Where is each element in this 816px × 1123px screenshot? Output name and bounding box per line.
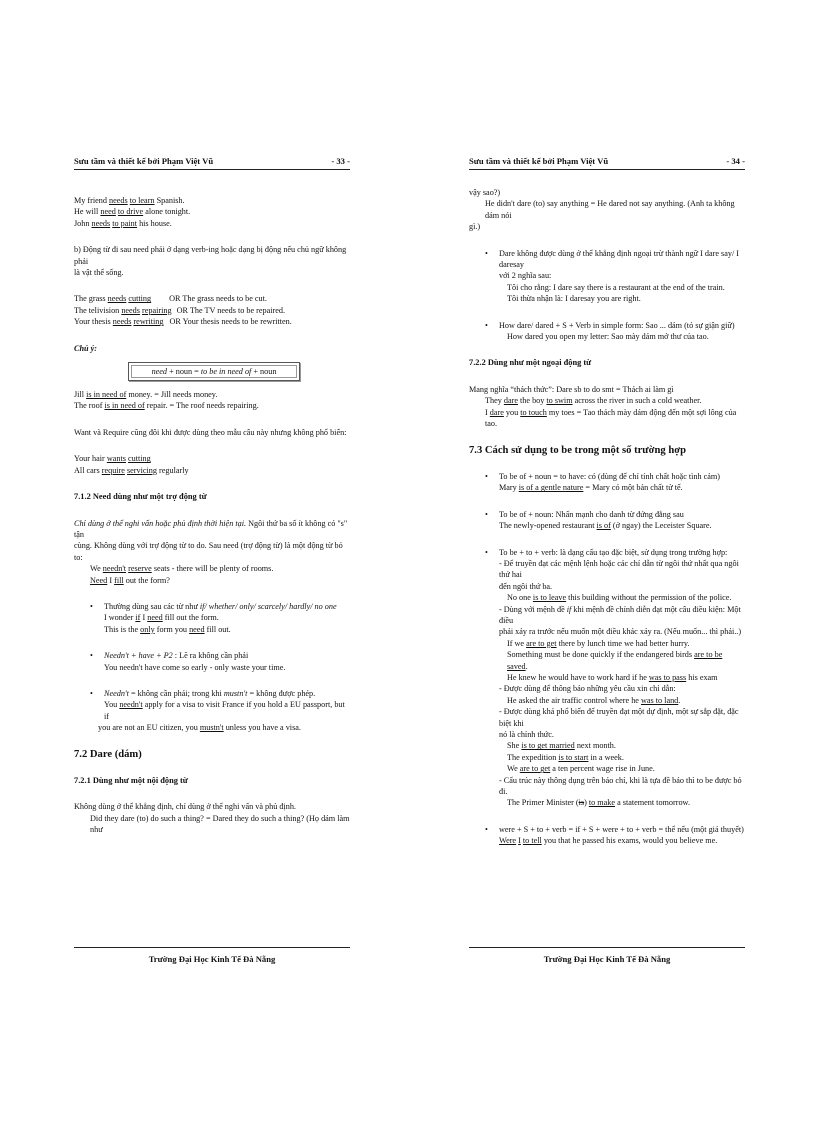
paragraph: - Dùng với mệnh đề if khi mệnh đề chính diễn đạt một câu điều kiện: Một điều [499, 604, 741, 625]
paragraph: Mang nghĩa “thách thức”: Dare sb to do smt = Thách ai làm gì [469, 384, 674, 394]
example-line: Mary is of a gentle nature = Mary có một bản chất tử tế. [499, 483, 683, 493]
paragraph: là vật thể sống. [74, 268, 124, 278]
example-line: The Primer Minister (is) to make a statement tomorrow. [507, 798, 690, 808]
paragraph: Chỉ dùng ở thể nghi vấn hoặc phủ định thời hiện tại. Ngôi thứ ba số ít không có "s" tận [74, 518, 348, 539]
right-page-header [469, 156, 745, 170]
header-title: Sưu tầm và thiết kế bởi Phạm Việt Vũ [469, 156, 609, 166]
example-line: We are to get a ten percent wage rise in June. [507, 764, 655, 774]
section-heading: 7.2.1 Dùng như một nội động từ [74, 776, 188, 785]
paragraph: phải xảy ra trước nếu muốn một điều khác xảy ra. (Nếu muốn... thì phải..) [499, 627, 742, 637]
example-line: Did they dare (to) do such a thing? = Dared they do such a thing? (Họ dám làm như [90, 813, 350, 835]
example-line: They dare the boy to swim across the river in such a cold weather. [485, 396, 702, 406]
paragraph: vậy sao?) [469, 188, 501, 197]
page-number: - 34 - [726, 156, 745, 166]
page-number: - 33 - [331, 156, 350, 166]
example-line: I dare you to touch my toes = Tao thách mày dám động đến một sợi lông của tao. [485, 407, 737, 429]
bullet-item: • To be + to + verb: là dạng cấu tạo đặc biệt, sử dụng trong trường hợp: [469, 547, 745, 558]
bullet-item: • Needn't + have + P2 : Lẽ ra không cần phải [74, 650, 350, 661]
example-line: He asked the air traffic control where he was to land. [507, 695, 681, 705]
example-line: He knew he would have to work hard if he was to pass his exam [507, 673, 718, 682]
section-heading: 7.2.2 Dùng như một ngoại động từ [469, 358, 592, 368]
example-line: No one is to leave this building without the permission of the police. [507, 593, 732, 603]
section-heading: 7.1.2 Need dùng như một trợ động từ [74, 492, 207, 502]
bullet-item: • were + S + to + verb = if + S + were + to + verb = thể nếu (một giả thuyết) [469, 824, 745, 835]
example-line: You needn't apply for a visa to visit France if you hold a EU passport, but if [104, 700, 345, 721]
example-line: Something must be done quickly if the endangered birds are to be saved. [507, 650, 723, 671]
paragraph: Không dùng ở thể khẳng định, chỉ dùng ở thể nghi vấn và phủ định. [74, 802, 296, 812]
bullet-item: • To be of + noun = to have: có (dùng để chỉ tính chất hoặc tình cảm) [469, 471, 745, 482]
paragraph: - Được dùng để thông báo những yêu cầu xin chỉ dẫn: [499, 684, 676, 694]
header-title: Sưu tầm và thiết kế bởi Phạm Việt Vũ [74, 156, 214, 166]
example-line: The telivision needs repairing OR The TV needs to be repaired. [74, 305, 286, 315]
example-line: you are not an EU citizen, you mustn't unless you have a visa. [98, 723, 301, 733]
example-line: The expedition is to start in a week. [507, 752, 624, 762]
example-line: Your thesis needs rewriting OR Your thesis needs to be rewritten. [74, 317, 292, 327]
example-line: He will need to drive alone tonight. [74, 207, 191, 217]
example-line: Need I fill out the form? [90, 575, 170, 585]
paragraph: gì.) [469, 222, 481, 232]
example-line: John needs to paint his house. [74, 218, 172, 228]
example-line: Were I to tell you that he passed his exams, would you believe me. [499, 836, 718, 846]
bullet-item: • How dare/ dared + S + Verb in simple form: Sao ... dám (tỏ sự giận giữ) [469, 320, 745, 331]
page-footer: Trường Đại Học Kinh Tế Đà Nẵng [74, 947, 350, 964]
example-line: We needn't reserve seats - there will be plenty of rooms. [90, 564, 274, 574]
right-page-body [469, 187, 745, 847]
paragraph: - Được dùng khá phổ biến để truyền đạt một dự định, một sự sắp đặt, đặc biệt khi [499, 707, 739, 728]
example-line: The grass needs cutting OR The grass needs to be cut. [74, 294, 267, 304]
bullet-item: • Needn't = không cần phải; trong khi mustn't = không được phép. [74, 688, 350, 699]
example-line: My friend needs to learn Spanish. [74, 196, 185, 205]
note-heading: Chú ý: [74, 343, 97, 353]
example-line: He didn't dare (to) say anything = He dared not say anything. (Anh ta không dám nói [485, 199, 735, 220]
paragraph: Want và Require cũng đôi khi được dùng theo mẫu câu này nhưng không phổ biến: [74, 427, 347, 437]
example-line: All cars require servicing regularly [74, 465, 189, 475]
example-line: Tôi thừa nhận là: I daresay you are right. [507, 294, 641, 304]
paragraph: b) Động từ đi sau need phải ở dạng verb-ing hoặc dạng bị động nếu chủ ngữ không phải [74, 245, 347, 266]
example-line: She is to get married next month. [507, 741, 616, 751]
example-line: I wonder if I need fill out the form. [104, 613, 219, 623]
example-line: The roof is in need of repair. = The roof needs repairing. [74, 401, 259, 411]
bullet-item: • To be of + noun: Nhấn mạnh cho danh từ đứng đằng sau [469, 509, 745, 520]
bullet-item: • Dare không được dùng ở thể khẳng định ngoại trừ thành ngữ I dare say/ I daresay [469, 248, 745, 271]
section-heading: 7.2 Dare (dám) [74, 748, 142, 760]
example-line: Your hair wants cutting [74, 454, 151, 464]
example-line: Tôi cho rằng: I dare say there is a restaurant at the end of the train. [507, 282, 725, 292]
example-line: How dared you open my letter: Sao mày dám mở thư của tao. [507, 332, 709, 342]
paragraph: với 2 nghĩa sau: [499, 271, 552, 281]
bullet-item: • Thường dùng sau các từ như if/ whether/ only/ scarcely/ hardly/ no one [74, 601, 350, 612]
paragraph: nó là chính thức. [499, 730, 554, 740]
example-line: Jill is in need of money. = Jill needs money. [74, 390, 218, 400]
example-line: If we are to get there by lunch time we had better hurry. [507, 638, 690, 648]
paragraph: - Để truyền đạt các mệnh lệnh hoặc các chỉ dẫn từ ngôi thứ nhất qua ngôi thứ hai [499, 558, 739, 580]
example-line: This is the only form you need fill out. [104, 624, 231, 634]
example-line: You needn't have come so early - only waste your time. [104, 662, 286, 672]
paragraph: - Cấu trúc này thông dụng trên báo chí, khi là tựa đề báo thì to be được bỏ đi. [499, 775, 742, 797]
formula-box: need + noun = to be in need of + noun [128, 362, 300, 381]
page-footer: Trường Đại Học Kinh Tế Đà Nẵng [469, 947, 745, 964]
paragraph: cùng. Không dùng với trợ động từ to do. Sau need (trợ động từ) là một động từ bỏ to: [74, 541, 343, 562]
example-line: The newly-opened restaurant is of (ở ngay) the Leceister Square. [499, 521, 712, 531]
left-page-body [74, 195, 350, 836]
left-page-header [74, 156, 350, 170]
paragraph: đến ngôi thứ ba. [499, 581, 553, 591]
section-heading: 7.3 Cách sử dụng to be trong một số trường hợp [469, 444, 687, 456]
